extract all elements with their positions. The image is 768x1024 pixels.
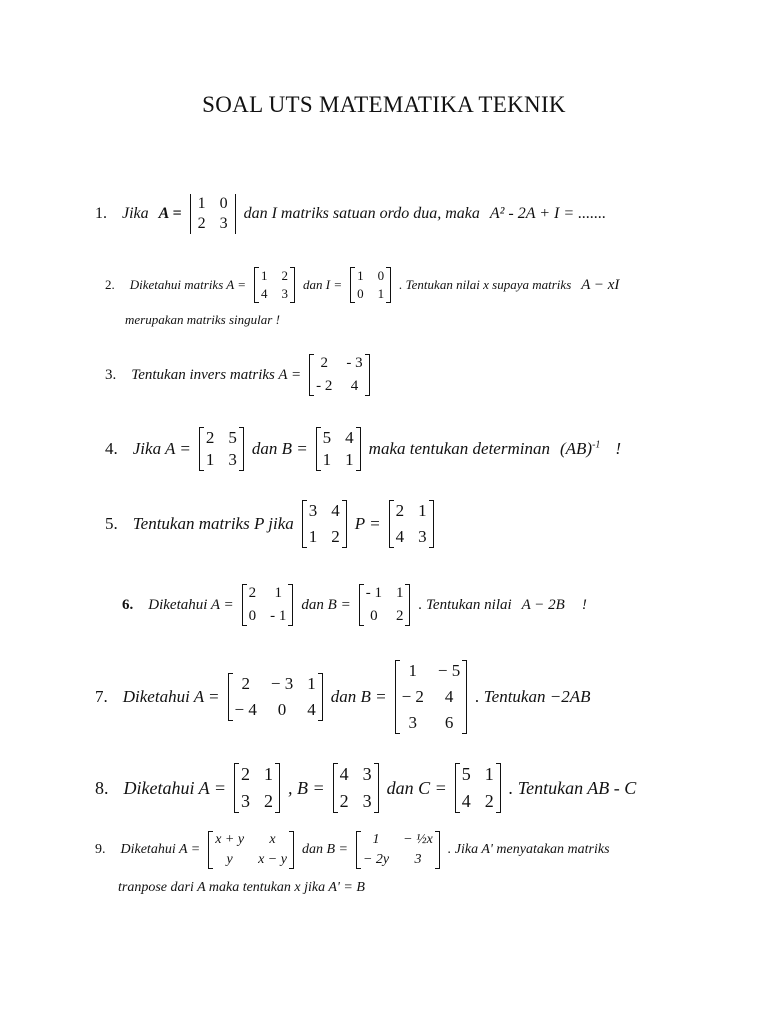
question-text: Tentukan invers matriks A = bbox=[131, 366, 302, 383]
matrix-a: x + y x y x − y bbox=[208, 831, 294, 869]
matrix-left: 3 4 1 2 bbox=[302, 500, 347, 548]
matrix-right: 2 1 4 3 bbox=[389, 500, 434, 548]
matrix-a: 2 1 0 - 1 bbox=[242, 584, 294, 626]
question-number: 1. bbox=[95, 205, 107, 222]
question-text: . Tentukan AB - C bbox=[508, 777, 637, 798]
question-text: P = bbox=[354, 514, 381, 533]
question-text: dan I matriks satuan ordo dua, maka bbox=[243, 205, 480, 222]
matrix-label: A = bbox=[158, 205, 182, 222]
question-text: dan B = bbox=[330, 687, 387, 706]
question-5 bbox=[105, 500, 437, 548]
question-text: Tentukan matriks P jika bbox=[132, 514, 294, 533]
question-text: . Jika A' menyatakan matriks bbox=[447, 842, 610, 857]
question-number: 9. bbox=[95, 842, 106, 857]
question-text: Jika A = bbox=[132, 439, 191, 458]
matrix-c: 5 1 4 2 bbox=[455, 763, 501, 813]
matrix-b: 1 − ½x − 2y 3 bbox=[356, 831, 440, 869]
expression: A − xI bbox=[581, 276, 620, 293]
question-text: . Tentukan −2AB bbox=[475, 687, 591, 706]
question-6 bbox=[122, 584, 592, 626]
question-text: maka tentukan determinan bbox=[368, 439, 550, 458]
question-text: dan B = bbox=[251, 439, 308, 458]
question-3 bbox=[105, 354, 373, 396]
expression: (AB)$^{-1}$ bbox=[559, 439, 601, 458]
expression: A − 2B bbox=[521, 596, 565, 613]
question-number: 6. bbox=[122, 596, 134, 613]
question-number: 2. bbox=[105, 277, 115, 292]
question-text: dan C = bbox=[386, 777, 447, 798]
matrix-b: 4 3 2 3 bbox=[333, 763, 379, 813]
question-text: Diketahui A = bbox=[123, 777, 226, 798]
question-text: Jika bbox=[122, 205, 149, 222]
question-7 bbox=[95, 660, 595, 734]
matrix-a: 1 2 4 3 bbox=[254, 267, 295, 303]
question-number: 4. bbox=[105, 439, 118, 458]
expression: A² - 2A + I = ....... bbox=[489, 205, 607, 222]
question-text: Diketahui A = bbox=[120, 842, 201, 857]
question-text: dan B = bbox=[301, 596, 351, 613]
question-text: dan I = bbox=[303, 277, 343, 292]
question-number: 5. bbox=[105, 514, 118, 533]
matrix-a: 1 0 2 3 bbox=[190, 194, 236, 234]
question-text: . Tentukan nilai bbox=[418, 596, 512, 613]
question-2-continuation: merupakan matriks singular ! bbox=[125, 312, 280, 327]
question-1 bbox=[95, 194, 611, 234]
matrix-i: 1 0 0 1 bbox=[350, 267, 391, 303]
matrix-b: - 1 1 0 2 bbox=[359, 584, 411, 626]
question-8 bbox=[95, 763, 641, 813]
matrix-a: 2 5 1 3 bbox=[199, 427, 244, 471]
question-9-continuation: tranpose dari A maka tentukan x jika A' = B bbox=[118, 880, 365, 895]
matrix-b: 1 − 5 − 2 4 3 6 bbox=[395, 660, 468, 734]
question-text: dan B = bbox=[301, 842, 348, 857]
exclamation: ! bbox=[581, 596, 587, 613]
question-number: 3. bbox=[105, 366, 117, 383]
question-9 bbox=[95, 831, 615, 869]
page-title: SOAL UTS MATEMATIKA TEKNIK bbox=[202, 92, 566, 117]
question-number: 8. bbox=[95, 777, 109, 798]
exclamation: ! bbox=[615, 439, 622, 458]
question-text: , B = bbox=[287, 777, 325, 798]
question-text: . Tentukan nilai x supaya matriks bbox=[399, 277, 572, 292]
question-4 bbox=[105, 427, 626, 471]
question-2 bbox=[105, 267, 624, 303]
question-text: Diketahui matriks A = bbox=[129, 277, 247, 292]
question-text: Diketahui A = bbox=[148, 596, 234, 613]
question-number: 7. bbox=[95, 687, 108, 706]
matrix-a: 2 − 3 1 − 4 0 4 bbox=[228, 673, 323, 721]
matrix-a: 2 - 3 - 2 4 bbox=[309, 354, 370, 396]
matrix-b: 5 4 1 1 bbox=[316, 427, 361, 471]
question-text: Diketahui A = bbox=[122, 687, 220, 706]
matrix-a: 2 1 3 2 bbox=[234, 763, 280, 813]
